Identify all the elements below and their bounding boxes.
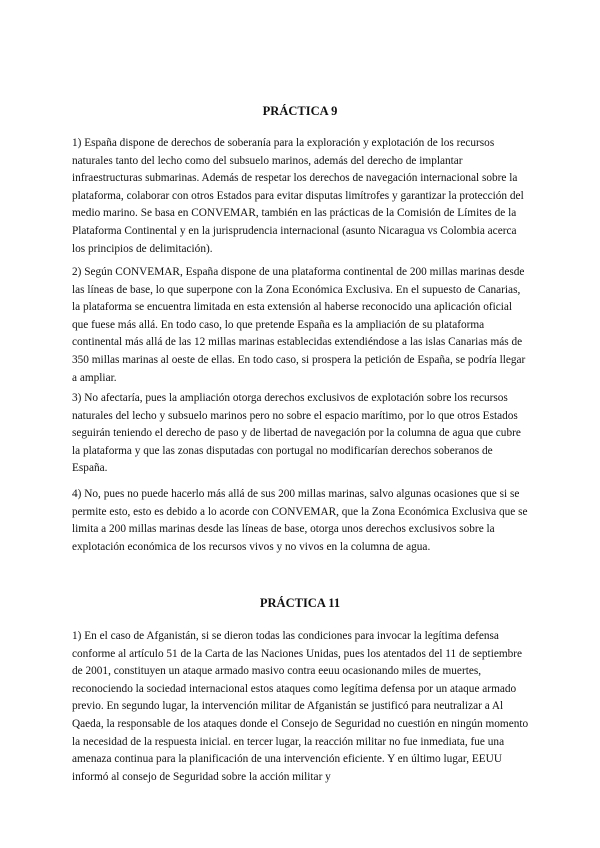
paragraph-practica-9-2: 2) Según CONVEMAR, España dispone de una plataforma continental de 200 millas marinas desde las líneas de base, lo que superpone con la Zona Económica Exclusiva. En el supuesto de Canarias, la plataforma se encuentra limitada en esta extensión al haberse reconocido una aplicación oficial que fuese más allá. En todo caso, lo que pretende España es la ampliación de su plataforma continental más allá de las 12 millas marinas establecidas extendiéndose a las islas Canarias más de 350 millas marinas al oeste de ellas. En todo caso, si prospera la petición de España, se podría llegar a ampliar. xyxy=(72,266,526,384)
section-title-practica-9: PRÁCTICA 9 xyxy=(262,104,338,118)
paragraph-practica-11-1: 1) En el caso de Afganistán, si se dieron todas las condiciones para invocar la legítima defensa conforme al artículo 51 de la Carta de las Naciones Unidas, pues los atentados del 11 de septiembre de 2001, constituyen un ataque armado masivo contra eeuu ocasionando miles de muertes, reconociendo la sociedad internacional estos ataques como legítima defensa por un ataque armado previo. En segundo lugar, la intervención militar de Afganistán se justificó para neutralizar a Al Qaeda, la responsable de los ataques donde el Consejo de Seguridad no cuestión en ningún momento la necesidad de la respuesta inicial. en tercer lugar, la reacción militar no fue inmediata, fue una amenaza continua para la planificación de una intervención eficiente. Y en último lugar, EEUU informó al consejo de Seguridad sobre la acción militar y xyxy=(72,630,529,783)
paragraph-practica-9-3: 3) No afectaría, pues la ampliación otorga derechos exclusivos de explotación sobre los recursos naturales del lecho y subsuelo marinos pero no sobre el espacio marítimo, por lo que otros Estados seguirán teniendo el derecho de paso y de libertad de navegación por la columna de agua que cubre la plataforma y que las zonas disputadas con portugal no modificarían derechos soberanos de España. xyxy=(72,392,521,475)
paragraph-practica-9-1: 1) España dispone de derechos de soberanía para la exploración y explotación de los recursos naturales tanto del lecho como del subsuelo marinos, además del derecho de implantar infraestructuras submarinas. Además de respetar los derechos de navegación internacional sobre la plataforma, colaborar con otros Estados para evitar disputas limítrofes y garantizar la protección del medio marino. Se basa en CONVEMAR, también en las prácticas de la Comisión de Límites de la Plataforma Continental y en la jurisprudencia internacional (asunto Nicaragua vs Colombia acerca los principios de delimitación). xyxy=(72,137,524,255)
section-title-practica-11: PRÁCTICA 11 xyxy=(259,596,341,610)
paragraph-practica-9-4: 4) No, pues no puede hacerlo más allá de sus 200 millas marinas, salvo algunas ocasiones que si se permite esto, esto es debido a lo acorde con CONVEMAR, que la Zona Económica Exclusiva que se limita a 200 millas marinas desde las líneas de base, otorga unos derechos exclusivos sobre la explotación económica de los recursos vivos y no vivos en la columna de agua. xyxy=(72,488,528,553)
